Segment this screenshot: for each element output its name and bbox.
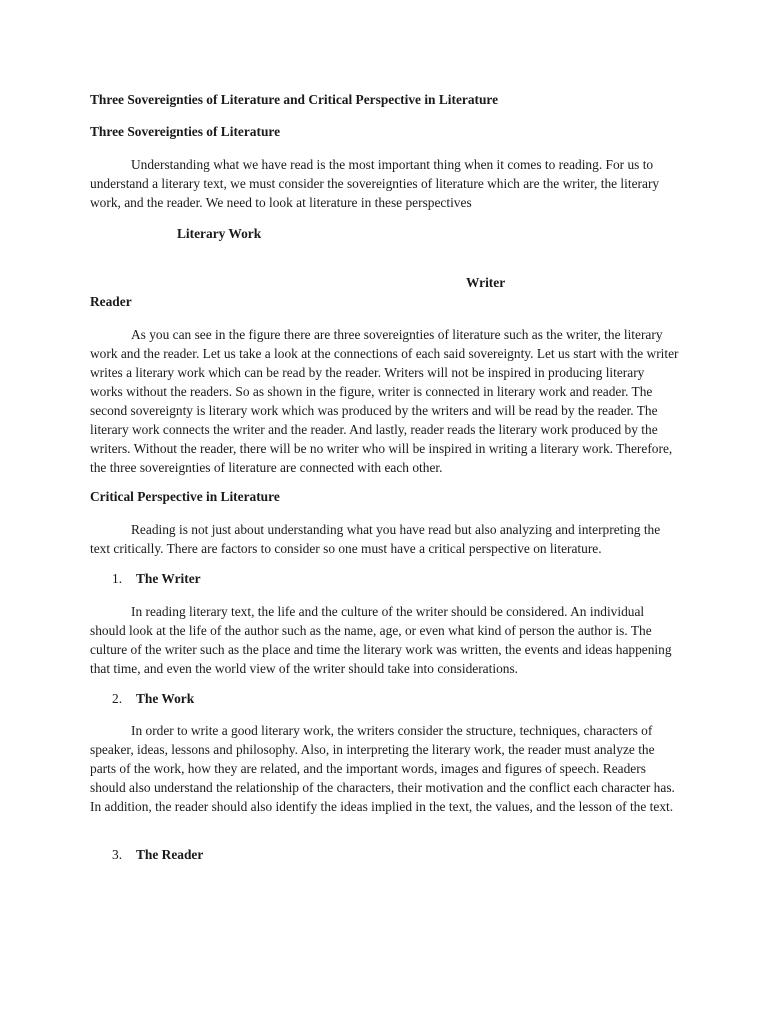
list-item-title: The Work bbox=[136, 691, 195, 706]
figure-label-reader: Reader bbox=[90, 294, 132, 309]
document-title: Three Sovereignties of Literature and Critical Perspective in Literature bbox=[90, 92, 499, 107]
list-item-title: The Writer bbox=[136, 571, 201, 586]
list-item-writer bbox=[112, 571, 201, 587]
intro-paragraph: Understanding what we have read is the most important thing when it comes to reading. For us to understand a literary text, we must consider the sovereignties of literature which are the writer, the literary work, and the reader. We need to look at literature in these perspectives bbox=[90, 157, 660, 210]
figure-label-writer: Writer bbox=[466, 275, 506, 290]
work-paragraph: In order to write a good literary work, the writers consider the structure, techniques, characters of speaker, ideas, lessons and philosophy. Also, in interpreting the literary work, the reader must analyze the parts of the work, how they are related, and the important words, images and figures of speech. Readers should also understand the relationship of the characters, their motivation and the conflict each character has. In addition, the reader should also identify the ideas implied in the text, the values, and the lesson of the text. bbox=[90, 723, 675, 814]
figure-label-literary-work: Literary Work bbox=[177, 226, 262, 241]
list-item-reader bbox=[112, 847, 203, 863]
list-number: 1. bbox=[112, 571, 123, 586]
list-number: 2. bbox=[112, 691, 123, 706]
list-item-title: The Reader bbox=[136, 847, 204, 862]
writer-paragraph: In reading literary text, the life and the culture of the writer should be considered. An individual should look at the life of the author such as the name, age, or even what kind of person the author is. The culture of the writer such as the place and time the literary work was written, the events and ideas happening that time, and even the world view of the writer should take into considerations. bbox=[90, 604, 672, 676]
section-heading-critical-perspective: Critical Perspective in Literature bbox=[90, 489, 280, 504]
explanation-paragraph: As you can see in the figure there are three sovereignties of literature such as the writer, the literary work and the reader. Let us take a look at the connections of each said sovereignty. Let us start with the writer writes a literary work which can be read by the reader. Writers will not be inspired in producing literary works without the readers. So as shown in the figure, writer is connected in literary work and reader. The second sovereignty is literary work which was produced by the writers and will be read by the reader. The literary work connects the writer and the reader. And lastly, reader reads the literary work produced by the writers. Without the reader, there will be no writer who will be inspired in writing a literary work. Therefore, the three sovereignties of literature are connected with each other. bbox=[90, 327, 679, 475]
critical-intro-paragraph: Reading is not just about understanding what you have read but also analyzing and interpreting the text critically. There are factors to consider so one must have a critical perspective on literature. bbox=[90, 522, 661, 556]
list-number: 3. bbox=[112, 847, 123, 862]
section-heading-three-sovereignties: Three Sovereignties of Literature bbox=[90, 124, 281, 139]
list-item-work bbox=[112, 691, 194, 707]
